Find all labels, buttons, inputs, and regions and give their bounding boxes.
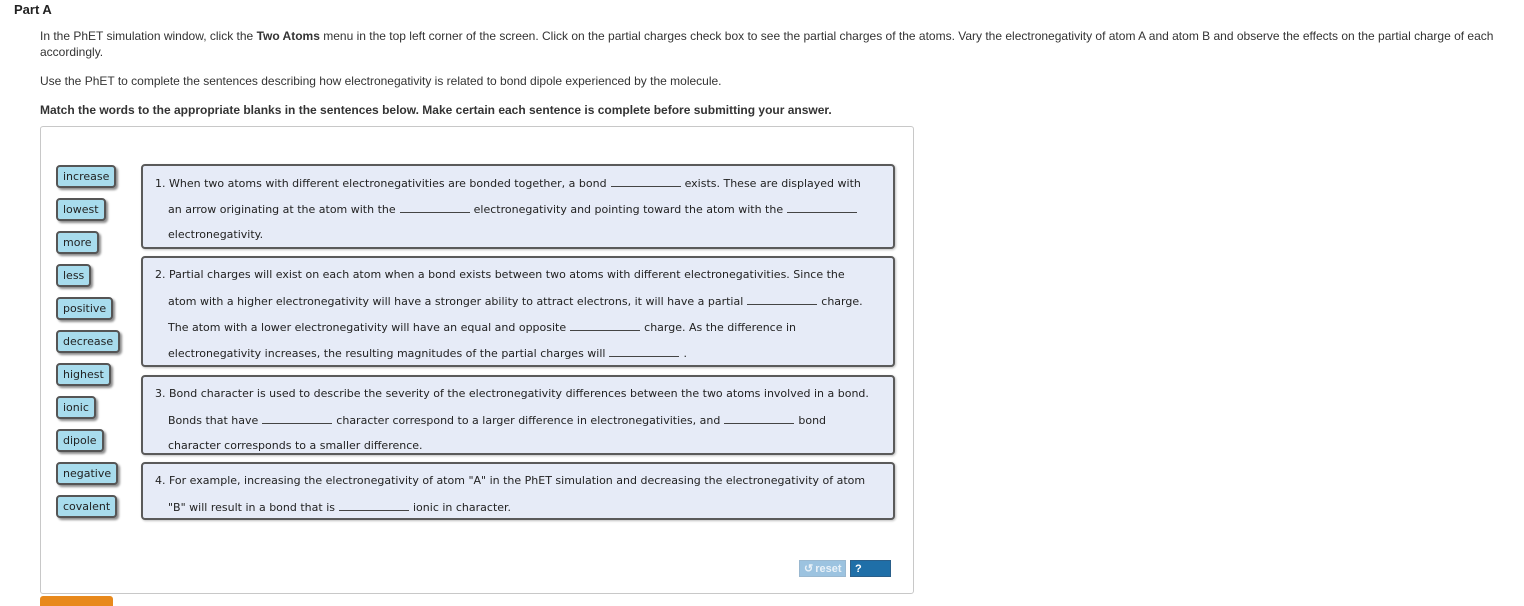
drag-and-drop-activity [40,126,914,594]
word-chip-less[interactable]: less [56,264,91,287]
sentence-text: . [683,347,687,360]
sentence-text: electronegativity and pointing toward the atom with the [473,203,784,216]
sentence-line [155,201,881,227]
reset-icon: ↺ [804,563,814,575]
help-label: help [855,580,878,592]
sentence-text: atom with a higher electronegativity will have a stronger ability to attract electrons, it will have a partial [168,295,744,308]
answer-blank-2-2[interactable] [570,319,640,331]
instruction-paragraph-2: Use the PhET to complete the sentences describing how electronegativity is related to bond dipole experienced by the molecule. [40,74,722,88]
word-chip-positive[interactable]: positive [56,297,113,320]
instruction-paragraph-3: Match the words to the appropriate blanks in the sentences below. Make certain each sentence is complete before submitting your answer. [40,103,832,117]
sentence-line [155,293,881,319]
reset-button[interactable] [799,560,846,577]
answer-blank-3-1[interactable] [262,412,332,424]
help-button[interactable] [850,560,891,592]
word-chip-increase[interactable]: increase [56,165,116,188]
sentence-line [155,345,881,371]
word-chip-ionic[interactable]: ionic [56,396,96,419]
sentence-line [155,319,881,345]
sentence-box-3 [141,375,895,455]
sentence-text: electronegativity increases, the resulting magnitudes of the partial charges will [168,347,606,360]
reset-label: reset [815,563,842,575]
sentence-text: character correspond to a larger difference in electronegativities, and [336,414,721,427]
word-chip-highest[interactable]: highest [56,363,111,386]
answer-blank-1-3[interactable] [787,201,857,213]
instruction-text: In the PhET simulation window, click the [40,29,257,43]
sentence-line: electronegativity. [168,228,264,241]
word-chip-negative[interactable]: negative [56,462,118,485]
sentence-box-4 [141,462,895,520]
word-chip-more[interactable]: more [56,231,99,254]
sentence-line [155,499,881,525]
word-chip-decrease[interactable]: decrease [56,330,120,353]
sentence-text: ionic in character. [413,501,512,514]
sentence-line: 4. For example, increasing the electronegativity of atom "A" in the PhET simulation and decreasing the electronegativity of atom [155,474,866,487]
sentence-text: charge. [821,295,863,308]
help-icon: ? [855,563,862,575]
word-chip-dipole[interactable]: dipole [56,429,104,452]
sentence-text: exists. These are displayed with [684,177,861,190]
sentence-box-1 [141,164,895,249]
sentence-box-2 [141,256,895,367]
sentence-line: 3. Bond character is used to describe the severity of the electronegativity differences between the two atoms involved in a bond. [155,387,869,400]
answer-blank-2-1[interactable] [747,293,817,305]
word-chip-lowest[interactable]: lowest [56,198,106,221]
sentence-text: bond [798,414,827,427]
answer-blank-1-2[interactable] [400,201,470,213]
sentence-text: an arrow originating at the atom with the [168,203,396,216]
answer-blank-4-1[interactable] [339,499,409,511]
part-title: Part A [14,2,52,17]
sentence-line [155,175,881,201]
sentence-line [155,412,881,438]
instruction-paragraph-1 [40,28,1516,60]
sentence-text: "B" will result in a bond that is [168,501,335,514]
word-chip-covalent[interactable]: covalent [56,495,117,518]
submit-button[interactable] [40,596,113,606]
sentence-text: Bonds that have [168,414,259,427]
sentence-line: 2. Partial charges will exist on each atom when a bond exists between two atoms with different electronegativities. Since the [155,268,845,281]
sentence-text: 1. When two atoms with different electronegativities are bonded together, a bond [155,177,607,190]
sentence-text: charge. As the difference in [644,321,797,334]
sentence-line: character corresponds to a smaller difference. [168,439,423,452]
answer-blank-3-2[interactable] [724,412,794,424]
answer-blank-2-3[interactable] [609,345,679,357]
sentence-text: The atom with a lower electronegativity will have an equal and opposite [168,321,567,334]
instruction-text: menu in the top left corner of the screen. Click on the partial charges check box to see the partial charges of the atoms. Vary the electronegativity of atom A and atom B and observe the effects on the partial charge of each accordingly. [40,29,1494,59]
answer-blank-1-1[interactable] [611,175,681,187]
instructions [40,28,1516,118]
instruction-bold-text: Two Atoms [256,29,320,43]
